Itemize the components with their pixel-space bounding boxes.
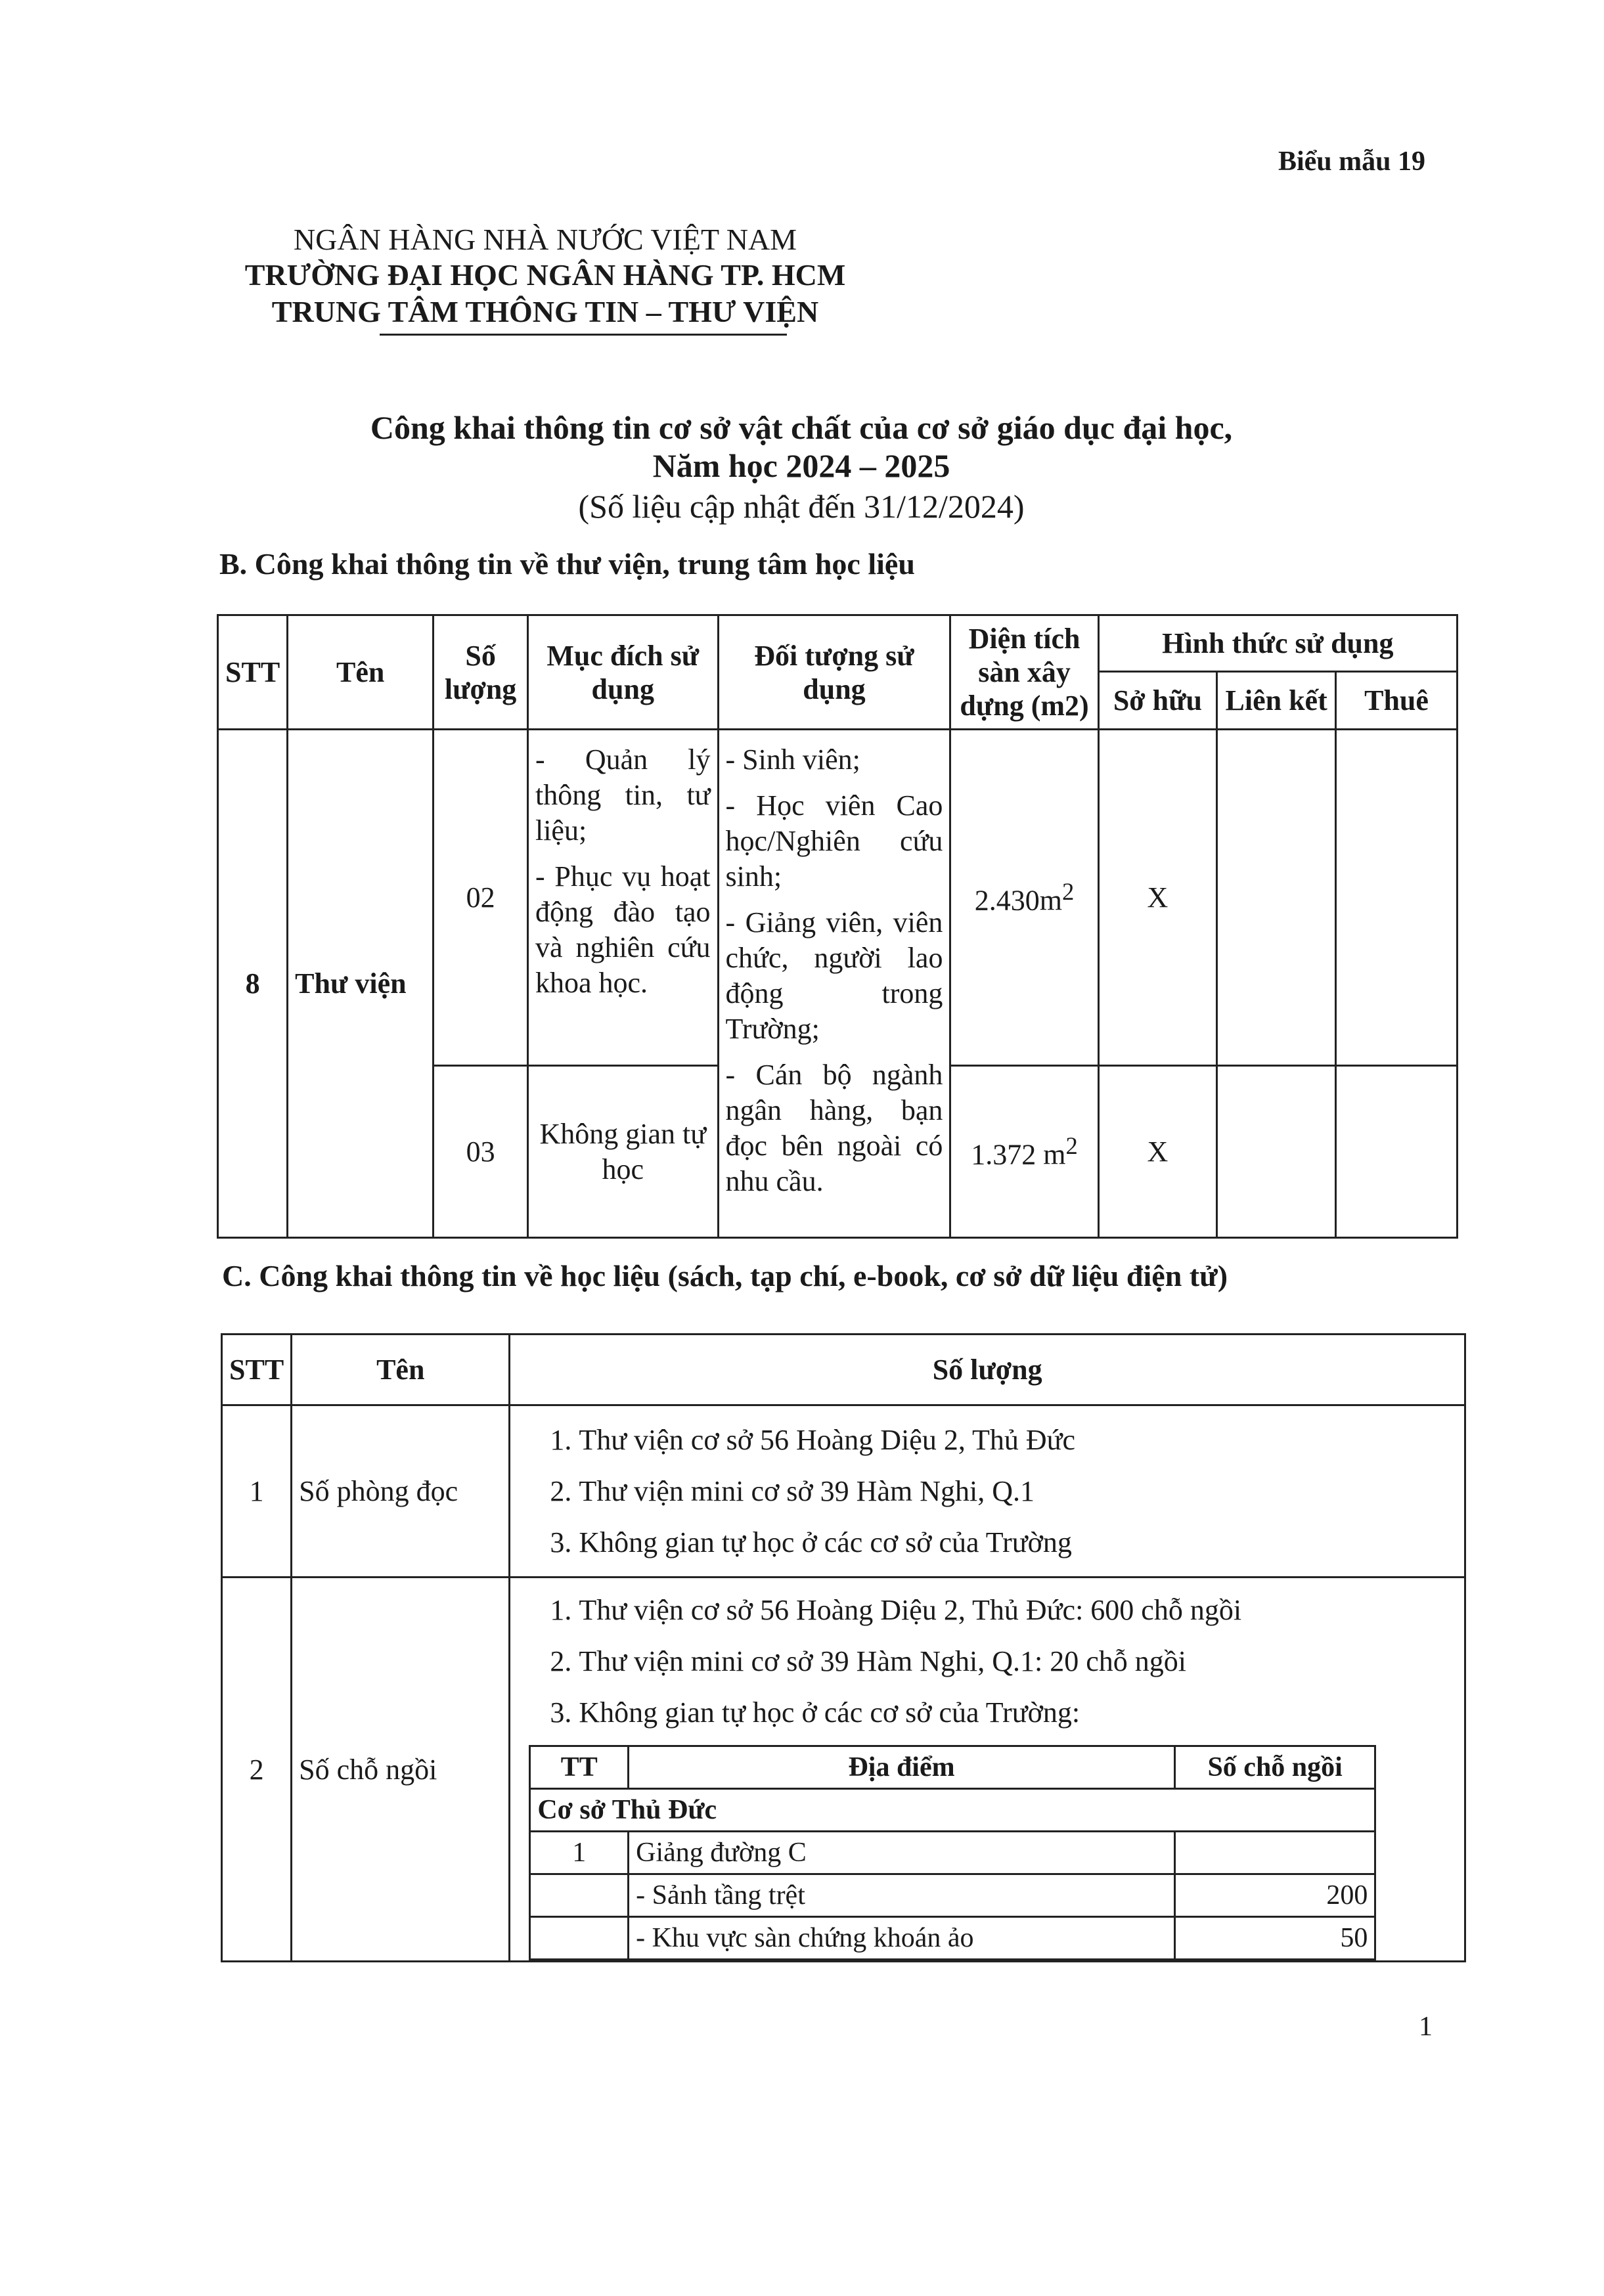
doc-title: Công khai thông tin cơ sở vật chất của cơ sở giáo dục đại học, [370,409,1233,446]
seat-table [529,1745,1376,1960]
seat-row-seats: 200 [1174,1874,1375,1917]
doc-update-note: (Số liệu cập nhật đến 31/12/2024) [578,488,1025,525]
list-item: 2. Thư viện mini cơ sở 39 Hàm Nghi, Q.1: 20 chỗ ngồi [579,1636,1458,1687]
list-item: 1. Thư viện cơ sở 56 Hoàng Diệu 2, Thủ Đức [579,1415,1458,1466]
area-unit-sup: 2 [1065,1132,1078,1160]
col-area: Diện tích sàn xây dựng (m2) [950,615,1098,730]
area-value: 2.430m [974,884,1062,917]
target-line: - Sinh viên; [725,743,860,776]
row-rent-2 [1336,1066,1458,1238]
header-department: TRUNG TÂM THÔNG TIN – THƯ VIỆN [271,295,819,328]
materials-table [221,1333,1466,1962]
row-qty-1: 02 [434,730,528,1066]
doc-year: Năm học 2024 – 2025 [652,447,950,484]
row-area-2 [950,1066,1098,1238]
row-qty-2: 03 [434,1066,528,1238]
seat-row-seats: 50 [1174,1917,1375,1960]
header-underline [380,334,787,336]
library-table [217,614,1458,1239]
list-item: 3. Không gian tự học ở các cơ sở của Trường [579,1517,1458,1568]
seat-row-place: - Sảnh tầng trệt [629,1874,1175,1917]
seat-row-seats [1174,1832,1375,1874]
seat-col-place: Địa điểm [629,1746,1175,1789]
row-purpose-2: Không gian tự học [527,1066,718,1238]
list-item: 3. Không gian tự học ở các cơ sở của Trường: [579,1687,1458,1738]
target-line: - Giảng viên, viên chức, người lao động trong Trường; [725,906,943,1045]
header-university: TRƯỜNG ĐẠI HỌC NGÂN HÀNG TP. HCM [244,258,846,292]
page-number: 1 [1419,2012,1433,2042]
col-qty: Số lượng [510,1335,1465,1405]
row-name: Số phòng đọc [292,1405,510,1578]
form-label: Biểu mẫu 19 [1278,146,1425,177]
col-stt: STT [218,615,288,730]
seat-list [517,1585,1458,1738]
row-stt: 1 [222,1405,292,1578]
col-stt: STT [222,1335,292,1405]
purpose-line: - Phục vụ hoạt động đào tạo và nghiên cứu khoa học. [535,860,711,999]
row-name: Số chỗ ngồi [292,1578,510,1962]
seat-col-seats: Số chỗ ngồi [1174,1746,1375,1789]
target-line: - Cán bộ ngành ngân hàng, bạn đọc bên ngoài có nhu cầu. [725,1059,943,1197]
row-target [718,730,950,1238]
row-area-1 [950,730,1098,1066]
seat-group-label: Cơ sở Thủ Đức [530,1789,1375,1832]
seat-row-place: - Khu vực sàn chứng khoán ảo [629,1917,1175,1960]
section-c-heading: C. Công khai thông tin về học liệu (sách, tạp chí, e-book, cơ sở dữ liệu điện tử) [222,1259,1228,1292]
row-rent-1 [1336,730,1458,1066]
row-items [510,1405,1465,1578]
col-name: Tên [288,615,434,730]
col-purpose: Mục đích sử dụng [527,615,718,730]
row-link-2 [1217,1066,1336,1238]
col-link: Liên kết [1217,672,1336,730]
row-own-2: X [1098,1066,1217,1238]
col-qty: Số lượng [434,615,528,730]
area-unit-sup: 2 [1061,878,1075,906]
col-name: Tên [292,1335,510,1405]
area-value: 1.372 m [971,1138,1066,1171]
seat-row-tt: 1 [530,1832,629,1874]
row-stt: 8 [218,730,288,1238]
row-own-1: X [1098,730,1217,1066]
list-item: 2. Thư viện mini cơ sở 39 Hàm Nghi, Q.1 [579,1466,1458,1517]
seat-row-place: Giảng đường C [629,1832,1175,1874]
seat-row-tt [530,1917,629,1960]
seat-col-tt: TT [530,1746,629,1789]
seat-row-tt [530,1874,629,1917]
row-items [510,1578,1465,1962]
header-ministry: NGÂN HÀNG NHÀ NƯỚC VIỆT NAM [293,223,797,256]
col-target: Đối tượng sử dụng [718,615,950,730]
col-usage-group: Hình thức sử dụng [1098,615,1457,672]
col-rent: Thuê [1336,672,1458,730]
list-item: 1. Thư viện cơ sở 56 Hoàng Diệu 2, Thủ Đức: 600 chỗ ngồi [579,1585,1458,1636]
reading-room-list [517,1415,1458,1568]
purpose-line: - Quản lý thông tin, tư liệu; [535,743,711,847]
col-own: Sở hữu [1098,672,1217,730]
row-name: Thư viện [288,730,434,1238]
target-line: - Học viên Cao học/Nghiên cứu sinh; [725,789,943,893]
row-stt: 2 [222,1578,292,1962]
row-link-1 [1217,730,1336,1066]
section-b-heading: B. Công khai thông tin về thư viện, trung tâm học liệu [219,547,915,581]
row-purpose-1 [527,730,718,1066]
